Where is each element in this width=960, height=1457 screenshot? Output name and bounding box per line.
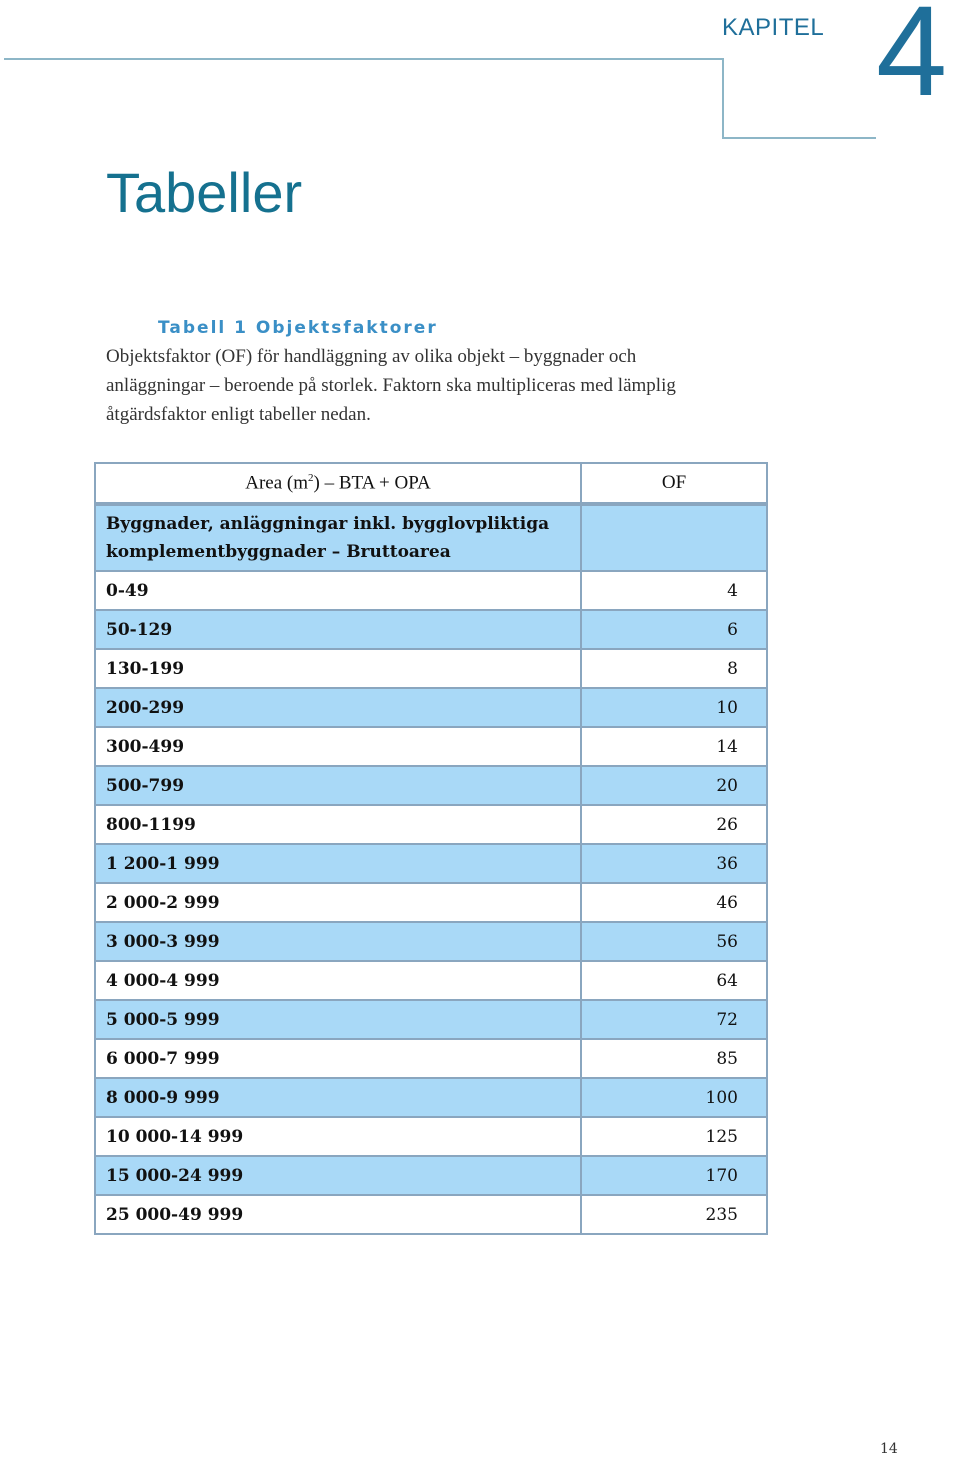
objektsfaktor-table — [94, 462, 768, 1235]
of-value-cell: 235 — [581, 1195, 767, 1234]
area-range-cell: 5 000-5 999 — [95, 1000, 581, 1039]
intro-line: Objektsfaktor (OF) för handläggning av olika objekt – byggnader och — [106, 346, 637, 367]
area-range-cell: 8 000-9 999 — [95, 1078, 581, 1117]
of-value-cell: 46 — [581, 883, 767, 922]
page-title: Tabeller — [106, 161, 303, 224]
category-of-cell — [581, 504, 767, 571]
page-number: 14 — [880, 1441, 898, 1457]
table-row — [95, 1039, 767, 1078]
intro-paragraph — [106, 342, 806, 429]
of-value-cell: 64 — [581, 961, 767, 1000]
of-column-header: OF — [581, 463, 767, 504]
table-row — [95, 766, 767, 805]
of-value-cell: 8 — [581, 649, 767, 688]
intro-line: anläggningar – beroende på storlek. Faktorn ska multipliceras med lämplig — [106, 375, 676, 396]
chapter-number: 4 — [876, 0, 948, 123]
area-range-cell: 1 200-1 999 — [95, 844, 581, 883]
of-value-cell: 10 — [581, 688, 767, 727]
of-value-cell: 85 — [581, 1039, 767, 1078]
chapter-label: KAPITEL — [722, 14, 825, 41]
category-label: Byggnader, anläggningar inkl. bygglovpliktiga komplementbyggnader – Bruttoarea — [95, 504, 581, 571]
table-caption: Tabell 1 Objektsfaktorer — [158, 318, 438, 338]
of-value-cell: 4 — [581, 571, 767, 610]
area-column-header: Area $(m^2)$ – BTA + OPA — [95, 463, 581, 504]
of-value-cell: 72 — [581, 1000, 767, 1039]
area-range-cell: 4 000-4 999 — [95, 961, 581, 1000]
area-range-cell: 3 000-3 999 — [95, 922, 581, 961]
of-value-cell: 100 — [581, 1078, 767, 1117]
table-row — [95, 727, 767, 766]
table-row — [95, 805, 767, 844]
area-range-cell: 15 000-24 999 — [95, 1156, 581, 1195]
area-range-cell: 800-1199 — [95, 805, 581, 844]
table-header-row — [95, 463, 767, 504]
area-range-cell: 6 000-7 999 — [95, 1039, 581, 1078]
of-value-cell: 6 — [581, 610, 767, 649]
chapter-rule-top — [4, 58, 724, 60]
of-value-cell: 20 — [581, 766, 767, 805]
area-range-cell: 200-299 — [95, 688, 581, 727]
table-row — [95, 883, 767, 922]
area-range-cell: 0-49 — [95, 571, 581, 610]
intro-line: åtgärdsfaktor enligt tabeller nedan. — [106, 404, 371, 425]
table-row — [95, 688, 767, 727]
table-row — [95, 1117, 767, 1156]
of-value-cell: 14 — [581, 727, 767, 766]
area-range-cell: 50-129 — [95, 610, 581, 649]
area-range-cell: 25 000-49 999 — [95, 1195, 581, 1234]
table-row — [95, 610, 767, 649]
table-row — [95, 571, 767, 610]
table-row — [95, 1000, 767, 1039]
area-range-cell: 300-499 — [95, 727, 581, 766]
table-row — [95, 844, 767, 883]
area-range-cell: 130-199 — [95, 649, 581, 688]
table-row — [95, 1195, 767, 1234]
of-value-cell: 125 — [581, 1117, 767, 1156]
table-subheader-row — [95, 504, 767, 571]
chapter-rule-bottom — [722, 137, 876, 139]
table-row — [95, 649, 767, 688]
of-value-cell: 170 — [581, 1156, 767, 1195]
table-row — [95, 1156, 767, 1195]
table-row — [95, 961, 767, 1000]
table-row — [95, 1078, 767, 1117]
chapter-rule-vertical — [722, 58, 724, 138]
table-row — [95, 922, 767, 961]
of-value-cell: 56 — [581, 922, 767, 961]
of-value-cell: 26 — [581, 805, 767, 844]
of-value-cell: 36 — [581, 844, 767, 883]
area-range-cell: 10 000-14 999 — [95, 1117, 581, 1156]
area-range-cell: 2 000-2 999 — [95, 883, 581, 922]
area-range-cell: 500-799 — [95, 766, 581, 805]
